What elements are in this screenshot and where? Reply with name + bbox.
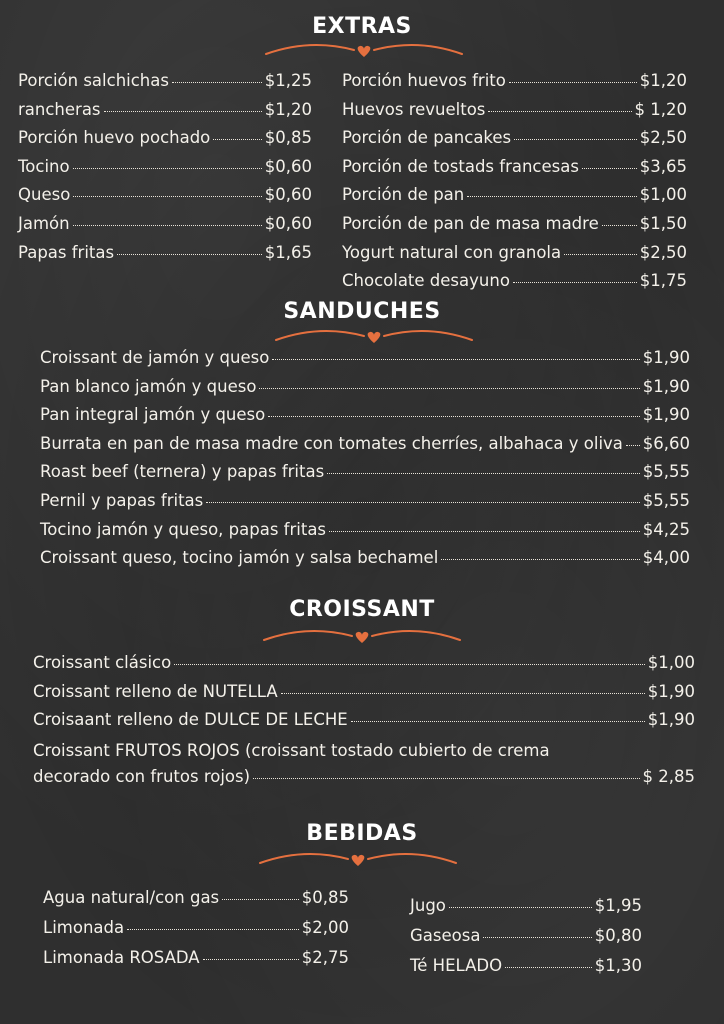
dot-leader (259, 388, 639, 389)
item-price: $2,00 (301, 918, 349, 937)
item-price: $3,65 (639, 156, 687, 176)
item-name: Huevos revueltos (342, 99, 486, 119)
item-name: Croissant de jamón y queso (40, 348, 270, 367)
dot-leader (329, 531, 640, 532)
dot-leader (327, 473, 640, 474)
croissant-ornament-icon (262, 624, 462, 650)
item-price: $1,90 (647, 710, 695, 730)
item-name: Queso (18, 185, 71, 205)
item-price: $0,60 (264, 185, 312, 205)
menu-item (40, 405, 690, 425)
item-name: Pan blanco jamón y queso (40, 376, 257, 396)
item-price: $1,90 (642, 405, 690, 425)
item-name: Croisaant relleno de DULCE DE LECHE (33, 710, 348, 730)
dot-leader (213, 139, 261, 140)
menu-item (43, 948, 349, 968)
item-name: Tocino (18, 156, 70, 176)
menu-item (410, 926, 642, 946)
item-price: $4,00 (642, 548, 690, 568)
item-name: Papas fritas (18, 242, 115, 262)
dot-leader (513, 282, 637, 283)
item-name: Porción de pan de masa madre (342, 214, 599, 233)
menu-item (40, 548, 690, 568)
dot-leader (206, 502, 639, 503)
menu-item (33, 710, 695, 730)
bebidas-ornament-icon (258, 847, 458, 873)
menu-item (18, 243, 312, 263)
item-price: $5,55 (642, 491, 690, 510)
dot-leader (73, 225, 262, 226)
item-name: Porción huevos frito (342, 71, 506, 90)
item-name: Jugo (410, 896, 446, 915)
menu-item (40, 520, 690, 540)
item-name: Limonada (43, 918, 125, 937)
item-price: $1,75 (639, 271, 687, 291)
menu-item (342, 100, 687, 120)
item-name: Croissant clásico (33, 653, 172, 672)
menu-item (33, 653, 695, 673)
dot-leader (626, 445, 640, 446)
dot-leader (582, 168, 637, 169)
dot-leader (602, 225, 637, 226)
dot-leader (272, 359, 639, 360)
dot-leader (104, 111, 262, 112)
dot-leader (117, 254, 262, 255)
item-name: Croissant relleno de NUTELLA (33, 681, 278, 701)
dot-leader (172, 82, 262, 83)
item-name: decorado con frutos rojos) (33, 767, 251, 786)
menu-item (33, 682, 695, 702)
menu-item (342, 243, 687, 263)
menu-item (342, 271, 687, 291)
menu-item (40, 377, 690, 397)
dot-leader (253, 778, 639, 779)
item-price: $6,60 (642, 433, 690, 453)
item-name: Pernil y papas fritas (40, 491, 204, 510)
menu-item (18, 71, 312, 91)
item-name: Yogurt natural con granola (342, 242, 562, 262)
item-price: $0,60 (264, 156, 312, 176)
dot-leader (564, 254, 637, 255)
item-name: Té HELADO (410, 956, 503, 975)
dot-leader (449, 907, 592, 908)
menu-item (40, 491, 690, 511)
item-name: Porción de tostads francesas (342, 156, 579, 176)
menu-item (342, 128, 687, 148)
item-price: $2,50 (639, 242, 687, 262)
menu-item (342, 185, 687, 205)
item-name: Limonada ROSADA (43, 948, 200, 967)
item-name: Croissant queso, tocino jamón y salsa bechamel (40, 548, 439, 568)
dot-leader (281, 693, 645, 694)
item-price: $1,20 (264, 99, 312, 119)
dot-leader (174, 664, 645, 665)
item-price: $0,60 (264, 214, 312, 233)
item-name: rancheras (18, 99, 101, 119)
dot-leader (505, 967, 592, 968)
extras-ornament-icon (264, 38, 464, 64)
menu-item (18, 128, 312, 148)
dot-leader (127, 929, 299, 930)
dot-leader (203, 959, 299, 960)
item-name: Porción salchichas (18, 71, 169, 90)
dot-leader (483, 937, 591, 938)
dot-leader (441, 559, 639, 560)
menu-item (40, 434, 690, 454)
item-name: Chocolate desayuno (342, 271, 510, 291)
item-price: $1,25 (264, 71, 312, 90)
item-price: $1,95 (594, 896, 642, 915)
item-name: Burrata en pan de masa madre con tomates cherríes, albahaca y oliva (40, 433, 623, 453)
item-name: Porción de pancakes (342, 128, 512, 148)
menu-item (40, 348, 690, 368)
sanduches-ornament-icon (274, 324, 474, 350)
item-price: $1,90 (647, 681, 695, 701)
item-price: $2,75 (301, 948, 349, 967)
croissant-frutos-line1: Croissant FRUTOS ROJOS (croissant tostado cubierto de crema (33, 741, 550, 760)
dot-leader (509, 82, 637, 83)
item-name: Pan integral jamón y queso (40, 405, 266, 425)
dot-leader (351, 721, 645, 722)
item-price: $1,90 (642, 376, 690, 396)
dot-leader (514, 139, 637, 140)
item-price: $1,30 (594, 956, 642, 975)
menu-item (18, 185, 312, 205)
extras-title: EXTRAS (312, 14, 412, 39)
item-price: $5,55 (642, 462, 690, 482)
menu-item (342, 157, 687, 177)
item-price: $1,65 (264, 242, 312, 262)
menu-item (410, 956, 642, 976)
item-name: Agua natural/con gas (43, 888, 220, 907)
item-name: Roast beef (ternera) y papas fritas (40, 462, 325, 482)
bebidas-title: BEBIDAS (306, 821, 418, 846)
dot-leader (73, 196, 261, 197)
dot-leader (73, 168, 262, 169)
item-name: Gaseosa (410, 926, 481, 945)
item-name: Tocino jamón y queso, papas fritas (40, 519, 327, 539)
menu-item (40, 462, 690, 482)
item-name: Porción de pan (342, 185, 465, 205)
dot-leader (268, 416, 640, 417)
item-price: $4,25 (642, 519, 690, 539)
dot-leader (222, 899, 299, 900)
menu-item (18, 157, 312, 177)
item-price: $2,50 (639, 128, 687, 148)
croissant-frutos-row (33, 767, 695, 787)
item-price: $ 2,85 (642, 767, 695, 786)
item-price: $1,90 (642, 348, 690, 367)
item-price: $1,00 (639, 185, 687, 205)
menu-item (18, 100, 312, 120)
menu-item (43, 888, 349, 908)
menu-item (43, 918, 349, 938)
item-price: $ 1,20 (634, 99, 687, 119)
item-price: $0,85 (264, 128, 312, 148)
sanduches-title: SANDUCHES (283, 299, 441, 324)
menu-item (18, 214, 312, 234)
dot-leader (488, 111, 631, 112)
menu-item (342, 71, 687, 91)
menu-item (342, 214, 687, 234)
item-price: $1,00 (647, 653, 695, 672)
croissant-title: CROISSANT (289, 597, 435, 622)
menu-item (410, 896, 642, 916)
item-name: Jamón (18, 214, 70, 233)
item-price: $1,20 (639, 71, 687, 90)
item-name: Porción huevo pochado (18, 128, 211, 148)
dot-leader (467, 196, 637, 197)
item-price: $0,80 (594, 926, 642, 945)
item-price: $0,85 (301, 888, 349, 907)
item-price: $1,50 (639, 214, 687, 233)
